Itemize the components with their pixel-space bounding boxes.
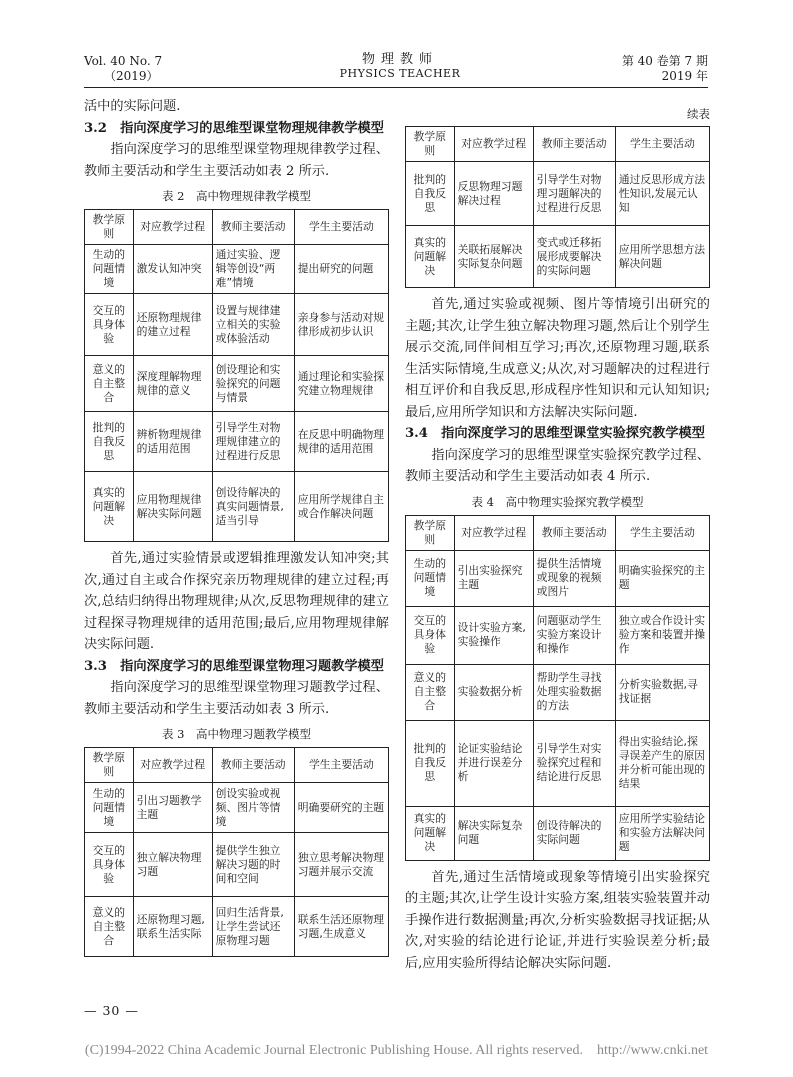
table-cell: 还原物理习题,联系生活实际 [133, 897, 212, 957]
table-cell: 创设待解决的真实问题情景,适当引导 [212, 472, 294, 542]
table-cell: 交互的具身体验 [85, 294, 134, 356]
table-cell: 变式或迁移拓展形成要解决的实际问题 [533, 226, 615, 288]
table-cell: 引导学生对物理规律建立的过程进行反思 [212, 412, 294, 472]
col-process: 对应教学过程 [133, 210, 212, 245]
col-student: 学生主要活动 [294, 210, 388, 245]
table-cell: 生动的问题情境 [85, 783, 134, 833]
table-cell: 设置与规律建立相关的实验或体验活动 [212, 294, 294, 356]
table-cell: 分析实验数据,寻找证据 [615, 664, 709, 720]
table-cell: 真实的问题解决 [85, 472, 134, 542]
col-principle: 教学原则 [406, 515, 455, 550]
table-row [406, 606, 710, 664]
table3 [84, 747, 389, 957]
section-3-2-summary: 首先,通过实验情景或逻辑推理激发认知冲突;其次,通过自主或合作探究亲历物理规律的建立过程;再次,总结归纳得出物理规律;从次,反思物理规律的建立过程探寻物理规律的适用范围;最后,应用物理规律解决实际问题. [84, 551, 389, 652]
header-rule [84, 87, 708, 88]
table3-cont-header-row [406, 127, 710, 162]
table-cell: 意义的自主整合 [406, 664, 455, 720]
col-student: 学生主要活动 [615, 515, 709, 550]
table-row [406, 720, 710, 806]
table-cell: 引出实验探究主题 [454, 550, 533, 606]
table-cell: 明确实验探究的主题 [615, 550, 709, 606]
section-3-3-para: 指向深度学习的思维型课堂物理习题教学过程、教师主要活动和学生主要活动如表 3 所示. [84, 680, 389, 717]
table-row [85, 897, 389, 957]
col-teacher: 教师主要活动 [212, 748, 294, 783]
table3-continued-caption: 续表 [687, 107, 710, 121]
table-cell: 独立思考解决物理习题并展示交流 [294, 833, 388, 897]
table-cell: 反思物理习题解决过程 [454, 162, 533, 226]
table-cell: 关联拓展解决实际复杂问题 [454, 226, 533, 288]
table4-caption: 表 4 高中物理实验探究教学模型 [471, 494, 644, 509]
table-cell: 联系生活还原物理习题,生成意义 [294, 897, 388, 957]
table3-continued [405, 126, 710, 288]
table-cell: 通过实验、逻辑等创设“两难”情境 [212, 245, 294, 294]
right-column [405, 106, 710, 974]
issue-label: 第 40 卷第 7 期 [621, 54, 708, 68]
table-cell: 回归生活背景,让学生尝试还原物理习题 [212, 897, 294, 957]
section-3-3-title: 3.3 指向深度学习的思维型课堂物理习题教学模型 [84, 658, 384, 674]
table-cell: 应用物理规律解决实际问题 [133, 472, 212, 542]
section-3-4-summary: 首先,通过生活情境或现象等情境引出实验探究的主题;其次,让学生设计实验方案,组装实验装置并动手操作进行数据测量;再次,分析实验数据寻找证据;从次,对实验的结论进行论证,并进行实验误差分析;最后,应用实验所得结论解决实际问题. [405, 869, 710, 971]
table2 [84, 209, 389, 542]
intro-tail: 活中的实际问题. [84, 99, 181, 114]
table-cell: 实验数据分析 [454, 664, 533, 720]
col-student: 学生主要活动 [294, 748, 388, 783]
table-cell: 批判的自我反思 [85, 412, 134, 472]
section-3-4-title: 3.4 指向深度学习的思维型课堂实验探究教学模型 [405, 426, 705, 441]
table-cell: 引导学生对物理习题解决的过程进行反思 [533, 162, 615, 226]
table-cell: 明确要研究的主题 [294, 783, 388, 833]
year-cn-label: 2019 年 [661, 69, 708, 83]
col-process: 对应教学过程 [133, 748, 212, 783]
table-row [406, 664, 710, 720]
table-cell: 独立解决物理习题 [133, 833, 212, 897]
col-teacher: 教师主要活动 [533, 127, 615, 162]
page-number: — 30 — [84, 1003, 139, 1018]
table-cell: 亲身参与活动对规律形成初步认识 [294, 294, 388, 356]
table-cell: 批判的自我反思 [406, 720, 455, 806]
table-row [85, 412, 389, 472]
volume-label: Vol. 40 No. 7 [84, 54, 163, 68]
table-cell: 意义的自主整合 [85, 356, 134, 412]
table-cell: 通过理论和实验探究建立物理规律 [294, 356, 388, 412]
table-cell: 交互的具身体验 [85, 833, 134, 897]
col-teacher: 教师主要活动 [212, 210, 294, 245]
table2-header-row [85, 210, 389, 245]
table-cell: 独立或合作设计实验方案和装置并操作 [615, 606, 709, 664]
section-3-2-title: 3.2 指向深度学习的思维型课堂物理规律教学模型 [84, 120, 384, 136]
table-cell: 论证实验结论并进行误差分析 [454, 720, 533, 806]
table-cell: 意义的自主整合 [85, 897, 134, 957]
table-cell: 引导学生对实验探究过程和结论进行反思 [533, 720, 615, 806]
table-cell: 辨析物理规律的适用范围 [133, 412, 212, 472]
table-row [85, 472, 389, 542]
table-row [85, 833, 389, 897]
table-row [406, 806, 710, 860]
table-cell: 问题驱动学生实验方案设计和操作 [533, 606, 615, 664]
table-cell: 创设待解决的实际问题 [533, 806, 615, 860]
col-principle: 教学原则 [85, 748, 134, 783]
table-cell: 得出实验结论,探寻误差产生的原因并分析可能出现的结果 [615, 720, 709, 806]
table-cell: 提出研究的问题 [294, 245, 388, 294]
journal-title-cn: 物理教师 [361, 52, 438, 67]
table-cell: 激发认知冲突 [133, 245, 212, 294]
table-cell: 真实的问题解决 [406, 806, 455, 860]
col-student: 学生主要活动 [615, 127, 709, 162]
table2-caption: 表 2 高中物理规律教学模型 [162, 189, 311, 203]
table-row [85, 356, 389, 412]
copyright-notice: (C)1994-2022 China Academic Journal Electronic Publishing House. All rights reserved. http://www.cnki.net [84, 1043, 709, 1058]
table-row [406, 550, 710, 606]
table-cell: 解决实际复杂问题 [454, 806, 533, 860]
table-cell: 真实的问题解决 [406, 226, 455, 288]
table-cell: 应用所学规律自主或合作解决问题 [294, 472, 388, 542]
table-cell: 通过反思形成方法性知识,发展元认知 [615, 162, 709, 226]
table-row [406, 226, 710, 288]
journal-title-en: PHYSICS TEACHER [339, 67, 461, 80]
table-cell: 帮助学生寻找处理实验数据的方法 [533, 664, 615, 720]
table-row [85, 294, 389, 356]
table-cell: 创设实验或视频、图片等情境 [212, 783, 294, 833]
section-3-3-summary: 首先,通过实验或视频、图片等情境引出研究的主题;其次,让学生独立解决物理习题,然后让个别学生展示交流,同伴间相互学习;再次,还原物理习题,联系生活实际情境,生成意义;从次,对习题解决的过程进行相互评价和自我反思,形成程序性知识和元认知知识;最后,应用所学知识和方法解决实际问题. [405, 297, 710, 420]
table-cell: 生动的问题情境 [85, 245, 134, 294]
section-3-2-para: 指向深度学习的思维型课堂物理规律教学过程、教师主要活动和学生主要活动如表 2 所示. [84, 142, 389, 179]
table-cell: 深度理解物理规律的意义 [133, 356, 212, 412]
col-process: 对应教学过程 [454, 127, 533, 162]
header-volume [84, 54, 194, 84]
section-3-4-para: 指向深度学习的思维型课堂实验探究教学过程、教师主要活动和学生主要活动如表 4 所示. [405, 447, 710, 484]
header-journal [300, 52, 500, 80]
table-cell: 生动的问题情境 [406, 550, 455, 606]
col-principle: 教学原则 [85, 210, 134, 245]
table-cell: 应用所学思想方法解决问题 [615, 226, 709, 288]
table-cell: 还原物理规律的建立过程 [133, 294, 212, 356]
table-cell: 设计实验方案,实验操作 [454, 606, 533, 664]
table3-header-row [85, 748, 389, 783]
header-issue [588, 54, 708, 84]
left-column [84, 96, 389, 963]
table-cell: 提供生活情境或现象的视频或图片 [533, 550, 615, 606]
table-row [85, 783, 389, 833]
table4 [405, 515, 710, 861]
table-cell: 引出习题教学主题 [133, 783, 212, 833]
year-label: （2019） [104, 69, 159, 83]
table3-caption: 表 3 高中物理习题教学模型 [162, 727, 311, 741]
col-teacher: 教师主要活动 [533, 515, 615, 550]
table-cell: 交互的具身体验 [406, 606, 455, 664]
table4-header-row [406, 515, 710, 550]
table-cell: 批判的自我反思 [406, 162, 455, 226]
col-principle: 教学原则 [406, 127, 455, 162]
table-cell: 提供学生独立解决习题的时间和空间 [212, 833, 294, 897]
table-row [406, 162, 710, 226]
col-process: 对应教学过程 [454, 515, 533, 550]
table-cell: 应用所学实验结论和实验方法解决问题 [615, 806, 709, 860]
table-row [85, 245, 389, 294]
table-cell: 在反思中明确物理规律的适用范围 [294, 412, 388, 472]
table-cell: 创设理论和实验探究的问题与情景 [212, 356, 294, 412]
